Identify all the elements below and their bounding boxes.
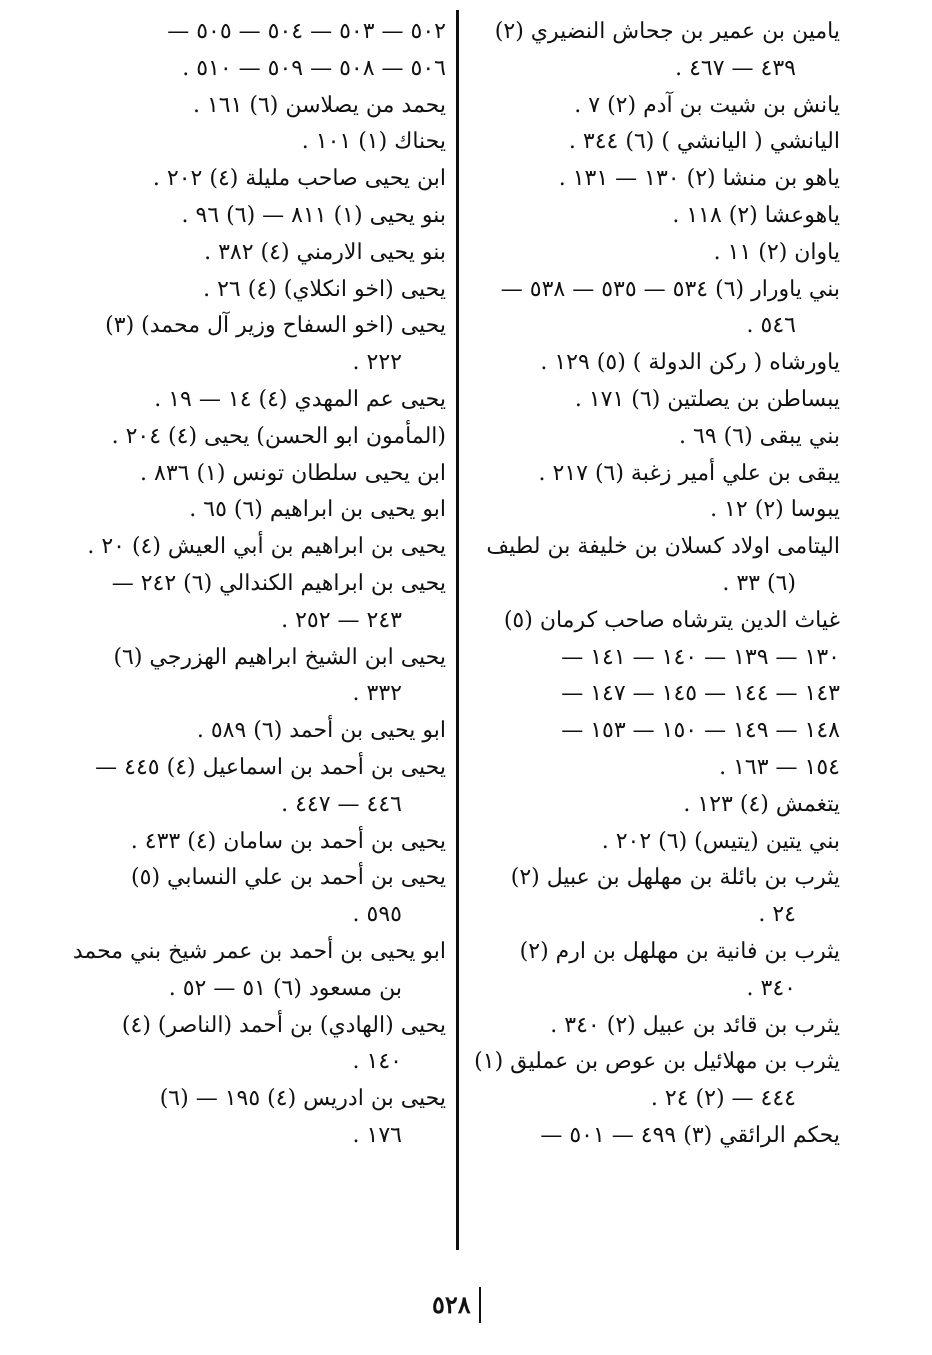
index-entry-line: يحيى بن أحمد بن اسماعيل (٤) ٤٤٥ — <box>95 754 446 780</box>
index-entry-line: يبقى بن علي أمير زغبة (٦) ٢١٧ . <box>538 460 840 486</box>
index-entry-line: يحناك (١) ١٠١ . <box>301 129 446 155</box>
index-entry-line: يحكم الرائقي (٣) ٤٩٩ — ٥٠١ — <box>540 1122 840 1148</box>
index-entry-line: يتغمش (٤) ١٢٣ . <box>683 791 840 817</box>
index-entry-line: بني يتين (يتيس) (٦) ٢٠٢ . <box>601 828 840 854</box>
index-entry-line: يامين بن عمير بن جحاش النضيري (٢) <box>494 19 840 44</box>
index-entry-line: بني يبقى (٦) ٦٩ . <box>679 423 840 449</box>
index-column-left <box>72 14 446 1155</box>
index-entry-line: ياهو بن منشا (٢) ١٣٠ — ١٣١ . <box>558 166 840 192</box>
index-entry-line: يحيى بن ادريس (٤) ١٩٥ — (٦) <box>159 1086 446 1112</box>
index-entry-line: يحيى ابن الشيخ ابراهيم الهزرجي (٦) <box>113 644 446 670</box>
page-number: ٥٢٨ <box>432 1287 481 1323</box>
index-entry-line: ٥٤٦ . <box>746 313 796 339</box>
index-entry-line: اليتامى اولاد كسلان بن خليفة بن لطيف <box>486 534 840 560</box>
index-entry-line: بني ياورار (٦) ٥٣٤ — ٥٣٥ — ٥٣٨ — <box>500 276 840 302</box>
index-entry-line: يثرب بن مهلائيل بن عوص بن عمليق (١) <box>474 1049 840 1075</box>
index-entry-line: ياوان (٢) ١١ . <box>713 239 840 265</box>
index-entry-line: ياورشاه ( ركن الدولة ) (٥) ١٢٩ . <box>540 350 840 376</box>
index-entry-line: (المأمون ابو الحسن) يحيى (٤) ٢٠٤ . <box>111 423 446 449</box>
index-column-right <box>460 14 840 1155</box>
index-entry-line: ١٥٤ — ١٦٣ . <box>719 754 840 780</box>
index-entry-line: ٢٤٣ — ٢٥٢ . <box>281 607 402 633</box>
index-entry-line: بن مسعود (٦) ٥١ — ٥٢ . <box>168 975 402 1001</box>
index-entry-line: يبوسا (٢) ١٢ . <box>710 497 840 523</box>
index-entry-line: يحيى بن أحمد بن علي النسابي (٥) <box>131 865 446 891</box>
index-entry-line: يحيى (اخو انكلاي) (٤) ٢٦ . <box>203 276 446 302</box>
index-entry-line: ابو يحيى بن أحمد (٦) ٥٨٩ . <box>196 718 446 744</box>
index-entry-line: ياهوعشا (٢) ١١٨ . <box>672 202 840 228</box>
index-entry-line: ٣٤٠ . <box>746 975 796 1001</box>
index-entry-line: ١٧٦ . <box>352 1122 402 1148</box>
index-entry-line: ابن يحيى سلطان تونس (١) ٨٣٦ . <box>140 460 446 486</box>
index-entry-line: يبساطن بن يصلتين (٦) ١٧١ . <box>574 386 840 412</box>
index-entry-line: يحيى (الهادي) بن أحمد (الناصر) (٤) <box>121 1012 446 1038</box>
index-entry-line: ٢٢٢ . <box>352 350 402 376</box>
index-entry-line: غياث الدين يترشاه صاحب كرمان (٥) <box>503 607 840 633</box>
index-entry-line: يثرب بن بائلة بن مهلهل بن عبيل (٢) <box>510 865 840 891</box>
index-entry-line: يحمد من يصلاسن (٦) ١٦١ . <box>192 92 446 118</box>
index-entry-line: يثرب بن فانية بن مهلهل بن ارم (٢) <box>519 938 840 964</box>
column-divider <box>456 10 459 1250</box>
index-entry-line: ٥٠٢ — ٥٠٣ — ٥٠٤ — ٥٠٥ — <box>167 19 446 44</box>
index-entry-line: ١٤٣ — ١٤٤ — ١٤٥ — ١٤٧ — <box>561 681 840 707</box>
index-entry-line: ٣٣٢ . <box>352 681 402 707</box>
index-entry-line: يحيى بن أحمد بن سامان (٤) ٤٣٣ . <box>130 828 446 854</box>
index-entry-line: ٤٤٤ — (٢) ٢٤ . <box>650 1086 796 1112</box>
index-entry-line: يانش بن شيت بن آدم (٢) ٧ . <box>574 92 840 118</box>
index-entry-line: ٤٤٦ — ٤٤٧ . <box>281 791 402 817</box>
index-entry-line: يثرب بن قائد بن عبيل (٢) ٣٤٠ . <box>550 1012 840 1038</box>
index-entry-line: يحيى بن ابراهيم الكندالي (٦) ٢٤٢ — <box>111 570 446 596</box>
index-entry-line: ٥٠٦ — ٥٠٨ — ٥٠٩ — ٥١٠ . <box>182 55 446 81</box>
index-entry-line: يحيى بن ابراهيم بن أبي العيش (٤) ٢٠ . <box>87 534 446 560</box>
index-entry-line: بنو يحيى الارمني (٤) ٣٨٢ . <box>204 239 446 265</box>
index-entry-line: ١٣٠ — ١٣٩ — ١٤٠ — ١٤١ — <box>561 644 840 670</box>
index-entry-line: (٦) ٣٣ . <box>722 570 796 596</box>
index-entry-line: ابو يحيى بن ابراهيم (٦) ٦٥ . <box>189 497 446 523</box>
index-entry-line: ٢٤ . <box>758 902 796 928</box>
index-entry-line: بنو يحيى (١) ٨١١ — (٦) ٩٦ . <box>181 202 446 228</box>
index-entry-line: يحيى (اخو السفاح وزير آل محمد) (٣) <box>105 313 446 339</box>
index-entry-line: اليانشي ( اليانشي ) (٦) ٣٤٤ . <box>568 129 840 155</box>
index-entry-line: يحيى عم المهدي (٤) ١٤ — ١٩ . <box>154 386 446 412</box>
index-entry-line: ١٤٨ — ١٤٩ — ١٥٠ — ١٥٣ — <box>561 718 840 744</box>
index-entry-line: ٥٩٥ . <box>352 902 402 928</box>
index-entry-line: ١٤٠ . <box>352 1049 402 1075</box>
index-entry-line: ابو يحيى بن أحمد بن عمر شيخ بني محمد <box>72 938 446 964</box>
index-entry-line: ابن يحيى صاحب مليلة (٤) ٢٠٢ . <box>152 166 446 192</box>
index-entry-line: ٤٣٩ — ٤٦٧ . <box>675 55 796 81</box>
